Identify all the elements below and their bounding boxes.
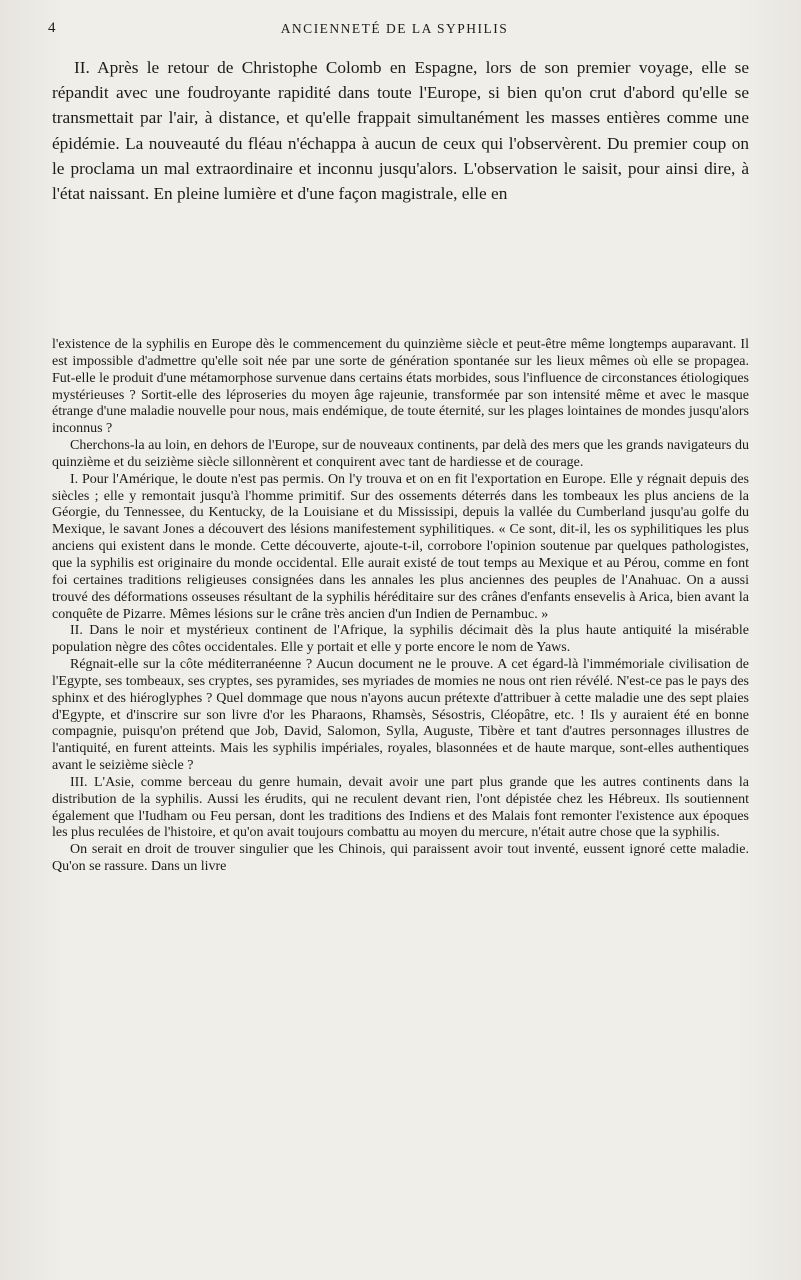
paragraph-amerique: I. Pour l'Amérique, le doute n'est pas permis. On l'y trouva et on en fit l'exportation en Europe. Elle y régnait depuis des siècles ; elle y remontait jusqu'à l'homme primitif. Sur des ossements déterrés dans les tombeaux les plus anciens de la Géorgie, du Tennessee, du Kentucky, de la Louisiane et du Mississipi, depuis la vallée du Cumberland jusqu'au golfe du Mexique, le savant Jones a découvert des lésions manifestement syphilitiques. « Ce sont, dit-il, les os syphilitiques les plus anciens qui existent dans le monde. Cette découverte, ajoute-t-il, corrobore l'opinion soutenue par quelques pathologistes, que la syphilis est originaire du monde occidental. Elle aurait existé de tout temps au Mexique et au Pérou, comme en font foi certaines traditions religieuses consignées dans les annales les plus anciennes des peuples de l'Anahuac. On a aussi trouvé des déformations osseuses résultant de la syphilis héréditaire sur des crânes d'enfants ensevelis à Arica, bien avant la conquête de Pizarre. Mêmes lésions sur le crâne très ancien d'un Indien de Pernambuc. » bbox=[52, 471, 749, 622]
paragraph-chinois: On serait en droit de trouver singulier que les Chinois, qui paraissent avoir tout inventé, eussent ignoré cette maladie. Qu'on se rassure. Dans un livre bbox=[52, 842, 749, 875]
paragraph-cherchons: Cherchons-la au loin, en dehors de l'Europe, sur de nouveaux continents, par delà des mers que les grands navigateurs du quinzième et du seizième siècle sillonnèrent et conquirent avec tant de hardiesse et de courage. bbox=[52, 438, 749, 470]
main-text bbox=[52, 337, 749, 876]
intro-paragraph: II. Après le retour de Christophe Colomb en Espagne, lors de son premier voyage, elle se répandit avec une foudroyante rapidité dans toute l'Europe, si bien qu'on crut d'abord qu'elle se transmettait par l'air, à distance, et qu'elle frappait simultanément les masses entières comme une épidémie. La nouveauté du fléau n'échappa à aucun de ceux qui l'observèrent. Du premier coup on le proclama un mal extraordinaire et inconnu jusqu'alors. L'observation le saisit, pour ainsi dire, à l'état naissant. En pleine lumière et d'une façon magistrale, elle en bbox=[52, 58, 749, 204]
paragraph-asie: III. L'Asie, comme berceau du genre humain, devait avoir une part plus grande que les autres continents dans la distribution de la syphilis. Aussi les érudits, qui ne reculent devant rien, l'ont dépistée chez les Hébreux. Ils soutiennent également que l'Iudham ou Feu persan, dont les traditions des Indiens et des Malais font remonter l'existence aux époques les plus reculées de l'histoire, et qu'on avait toujours combattu au moyen du mercure, n'était autre chose que la syphilis. bbox=[52, 774, 749, 841]
paragraph-afrique: II. Dans le noir et mystérieux continent de l'Afrique, la syphilis décimait dès la plus haute antiquité la misérable population nègre des côtes occidentales. Elle y portait et elle y porte encore le nom de Yaws. bbox=[52, 623, 749, 656]
running-title: ANCIENNETÉ DE LA SYPHILIS bbox=[280, 21, 509, 36]
page-number: 4 bbox=[48, 20, 56, 36]
paragraph-existence: l'existence de la syphilis en Europe dès le commencement du quinzième siècle et peut-être même longtemps auparavant. Il est impossible d'admettre qu'elle soit née par une sorte de génération spontanée sur les lieux mêmes où elle se propagea. Fut-elle le produit d'une métamorphose survenue dans certains états morbides, sous l'influence de circonstances étiologiques mystérieuses ? Sortit-elle des léproseries du moyen âge rajeunie, transformée par son intensité même et avec le masque étrange d'une maladie nouvelle pour nous, mais endémique, de toute éternité, sur les plages lointaines de mondes jusqu'alors inconnus ? bbox=[52, 337, 749, 437]
paragraph-egypte: Régnait-elle sur la côte méditerranéenne ? Aucun document ne le prouve. A cet égard-là l'immémoriale civilisation de l'Egypte, ses tombeaux, ses cryptes, ses pyramides, ses myriades de momies ne nous ont rien révélé. N'est-ce pas le pays des sphinx et des hiéroglyphes ? Quel dommage que nous n'ayons aucun prétexte d'attribuer à cette maladie une des sept plaies d'Egypte, et d'inscrire sur son livre d'or les Pharaons, Rhamsès, Sésostris, Cléopâtre, etc. ! Ils y auraient été en bonne compagnie, puisqu'on prétend que Job, David, Salomon, Sylla, Auguste, Tibère et tant d'autres personnages illustres de l'antiquité, en furent atteints. Mais les syphilis impériales, royales, blasonnées et de haute marque, sont-elles authentiques avant le seizième siècle ? bbox=[52, 657, 749, 774]
running-head bbox=[48, 20, 741, 44]
